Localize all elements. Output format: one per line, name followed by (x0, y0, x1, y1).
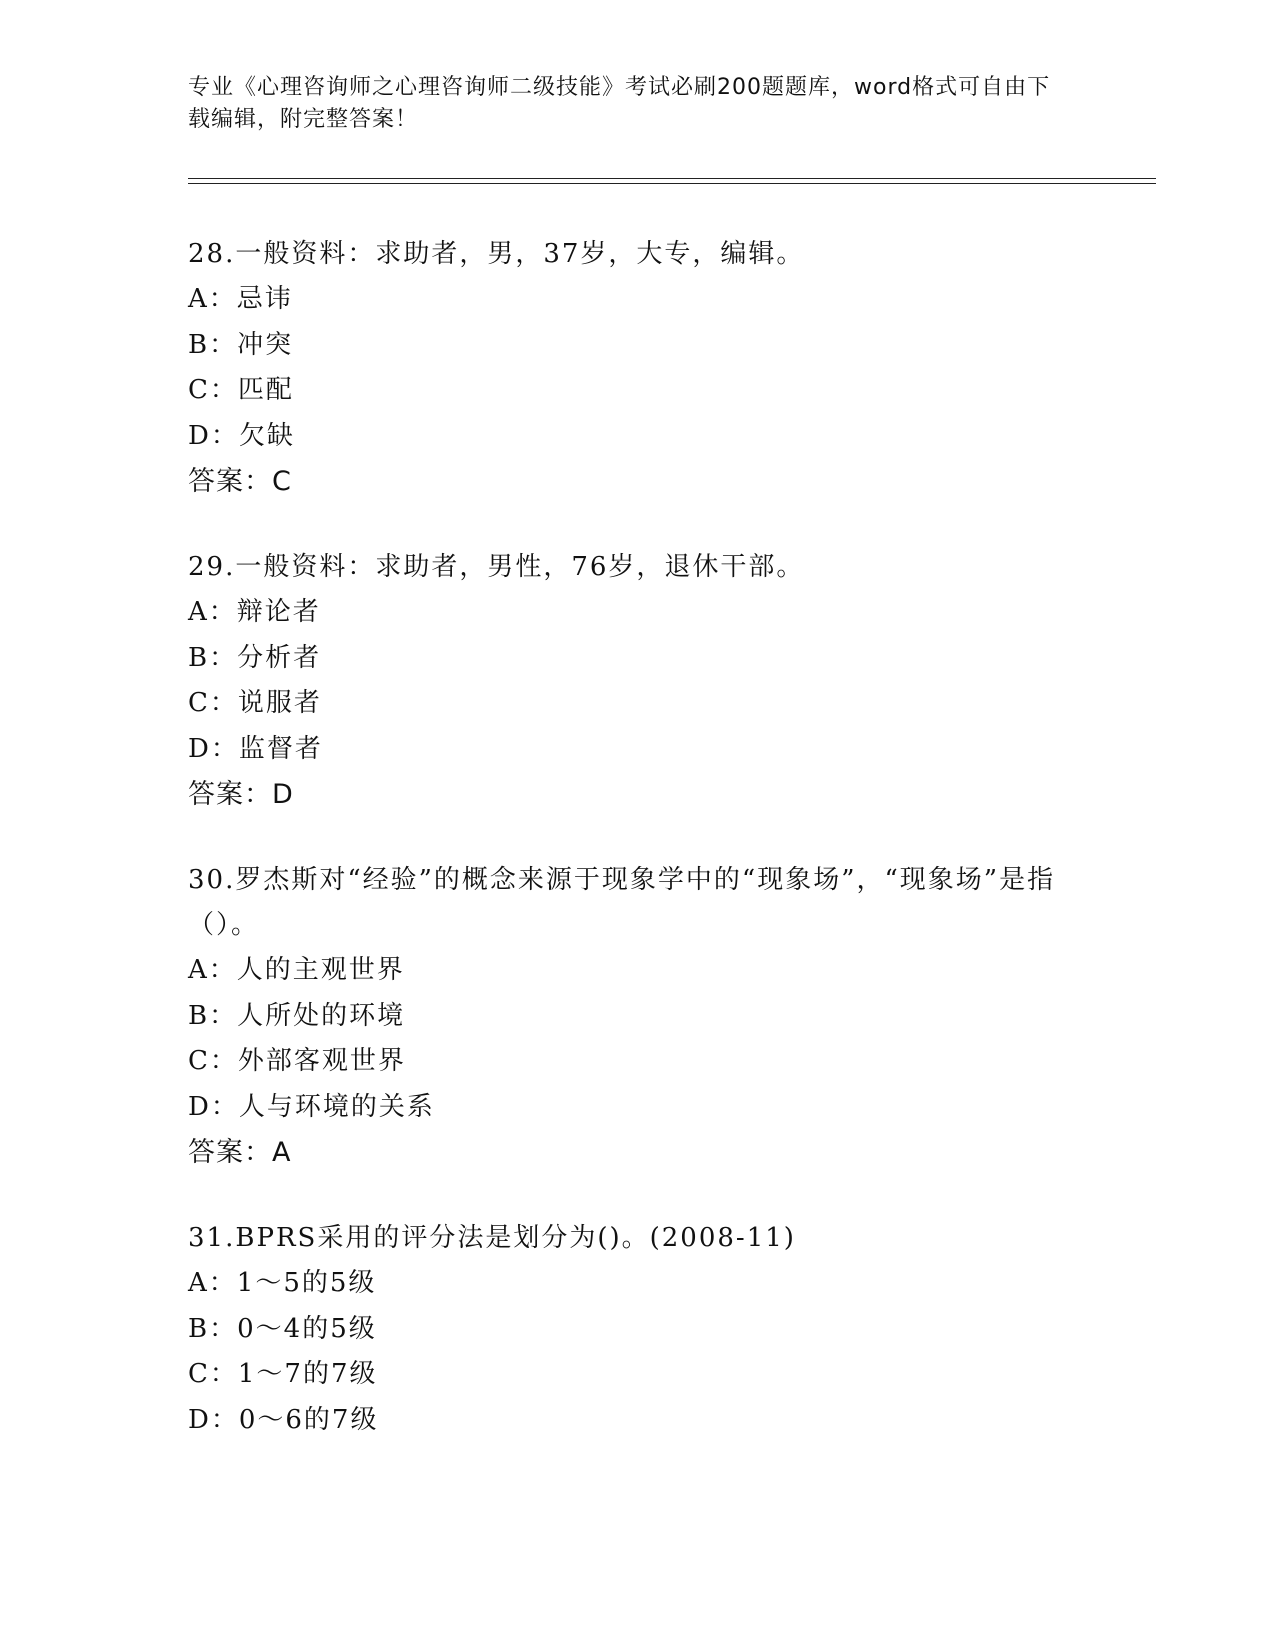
option-a: A：辩论者 (188, 597, 321, 627)
question-text: 28.一般资料：求助者，男，37岁，大专，编辑。 (188, 239, 805, 269)
question-28 (188, 232, 1088, 505)
answer: 答案：D (188, 779, 294, 810)
question-31 (188, 1216, 1088, 1443)
option-a: A：忌讳 (188, 284, 293, 314)
question-text: 29.一般资料：求助者，男性，76岁，退休干部。 (188, 552, 805, 582)
option-a: A：1～5的5级 (188, 1268, 377, 1298)
option-b: B：冲突 (188, 329, 294, 360)
question-list (188, 232, 1088, 1483)
question-text: 31.BPRS采用的评分法是划分为()。(2008-11) (188, 1223, 796, 1253)
option-b: B：0～4的5级 (188, 1313, 377, 1344)
answer: 答案：C (188, 466, 292, 497)
option-c: C：说服者 (188, 688, 322, 718)
answer: 答案：A (188, 1137, 292, 1168)
option-b: B：分析者 (188, 642, 322, 673)
option-c: C：1～7的7级 (188, 1359, 378, 1389)
option-d: D：欠缺 (188, 420, 295, 451)
question-29 (188, 545, 1088, 818)
option-b: B：人所处的环境 (188, 1000, 406, 1031)
document-header: 专业《心理咨询师之心理咨询师二级技能》考试必刷200题题库，word格式可自由下载编辑，附完整答案！ (188, 75, 1051, 132)
option-d: D：0～6的7级 (188, 1404, 379, 1435)
option-a: A：人的主观世界 (188, 955, 405, 985)
option-c: C：匹配 (188, 375, 294, 405)
question-text: 30.罗杰斯对“经验”的概念来源于现象学中的“现象场”，“现象场”是指（）。 (188, 865, 1056, 940)
option-d: D：人与环境的关系 (188, 1091, 435, 1122)
option-d: D：监督者 (188, 733, 323, 764)
header-divider-top (188, 178, 1156, 179)
question-30 (188, 858, 1088, 1176)
option-c: C：外部客观世界 (188, 1046, 406, 1076)
header-divider-bottom (188, 183, 1156, 184)
